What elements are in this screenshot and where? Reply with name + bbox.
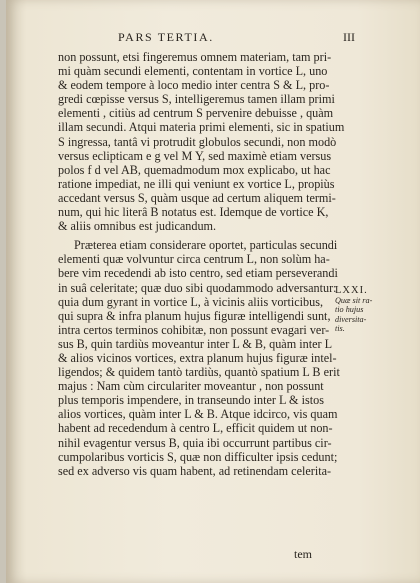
text-line: bere vim recedendi ab isto centro, sed etiam perseverandi	[58, 266, 338, 281]
text-line: in suâ celeritate; quæ duo sibi quodammodo adversantur:	[58, 280, 337, 295]
text-line: gredi cœpisse versus S, intelligeremus tamen illam primi	[58, 92, 335, 107]
text-line: accedant versus S, quàm usque ad certum aliquem termi-	[58, 190, 336, 205]
text-line: mi quàm secundi elementi, contentam in vortice L, uno	[58, 64, 328, 79]
text-line: & alios vicinos vortices, extra planum hujus figuræ intel-	[58, 350, 337, 365]
text-line: habent ad recedendum à centro L, efficit quidem ut non-	[58, 421, 333, 436]
text-line: qui supra & infra planum hujus figuræ intelligendi sunt,	[58, 308, 331, 323]
marginal-note-line: diversita-	[335, 314, 367, 324]
text-line: non possunt, etsi fingeremus omnem materiam, tam pri-	[58, 50, 332, 64]
text-line: cumpolaribus vorticis S, quæ non difficulter ipsis cedunt;	[58, 449, 338, 464]
text-line: num, qui hic literâ B notatus est. Idemque de vortice K,	[58, 205, 329, 220]
text-line: ratione impediat, ne illi qui veniunt ex vortice L, propiùs	[58, 176, 335, 191]
page-number: III	[343, 30, 355, 44]
text-line: illam secundi. Atqui materia primi elementi, sic in spatium	[58, 120, 345, 135]
text-line: majus : Nam cùm circulariter moveantur , non possunt	[58, 379, 324, 394]
paragraph-start-line: Præterea etiam considerare oportet, particulas secundi	[74, 238, 338, 253]
marginal-note-line: tis.	[335, 324, 345, 334]
text-line: & aliis omnibus est judicandum.	[58, 219, 217, 234]
text-line: S ingressa, tantâ vi protrudit globulos secundi, non modò	[58, 134, 337, 149]
catchword: tem	[294, 547, 312, 561]
text-line: alios vortices, quàm inter L & B. Atque idcirco, vis quam	[58, 407, 338, 422]
body-text	[58, 50, 345, 478]
text-line: nihil evagentur versus B, quia ibi occurrunt partibus cir-	[58, 435, 332, 450]
text-line: sus B, quin tardiùs moveantur inter L & B, quàm inter L	[58, 336, 333, 351]
marginal-note-line: tio hujus	[335, 305, 364, 315]
text-line: polos f d vel AB, quemadmodum mox explicabo, ut hac	[58, 162, 331, 177]
text-line: elementi quæ volvuntur circa centrum L, non solùm ha-	[58, 252, 330, 267]
running-head: PARS TERTIA.	[118, 30, 214, 44]
text-line: versus eclipticam e g vel M Y, sed maximè etiam versus	[58, 148, 332, 163]
marginal-note-line: Quæ sit ra-	[335, 296, 373, 305]
text-line: plus temporis impendere, in transeundo inter L & istos	[58, 393, 324, 408]
book-page	[6, 0, 420, 583]
text-line: elementi , citiùs ad centrum S pervenire debuisse , quàm	[58, 106, 334, 121]
text-line: ligendos; & quidem tantò tardiùs, quantò spatium L B erit	[58, 365, 340, 380]
text-line: & eodem tempore à loco medio inter centra S & L, pro-	[58, 78, 330, 93]
text-line: intra certos terminos cohibitæ, non possunt evagari ver-	[58, 322, 330, 337]
marginal-section-number: LXXI.	[335, 285, 368, 296]
marginal-note	[335, 285, 383, 334]
text-line: sed ex adverso vis quam habent, ad retinendam celerita-	[58, 463, 332, 478]
page-header	[6, 30, 420, 46]
text-line: quia dum gyrant in vortice L, à vicinis aliis vorticibus,	[58, 294, 324, 309]
